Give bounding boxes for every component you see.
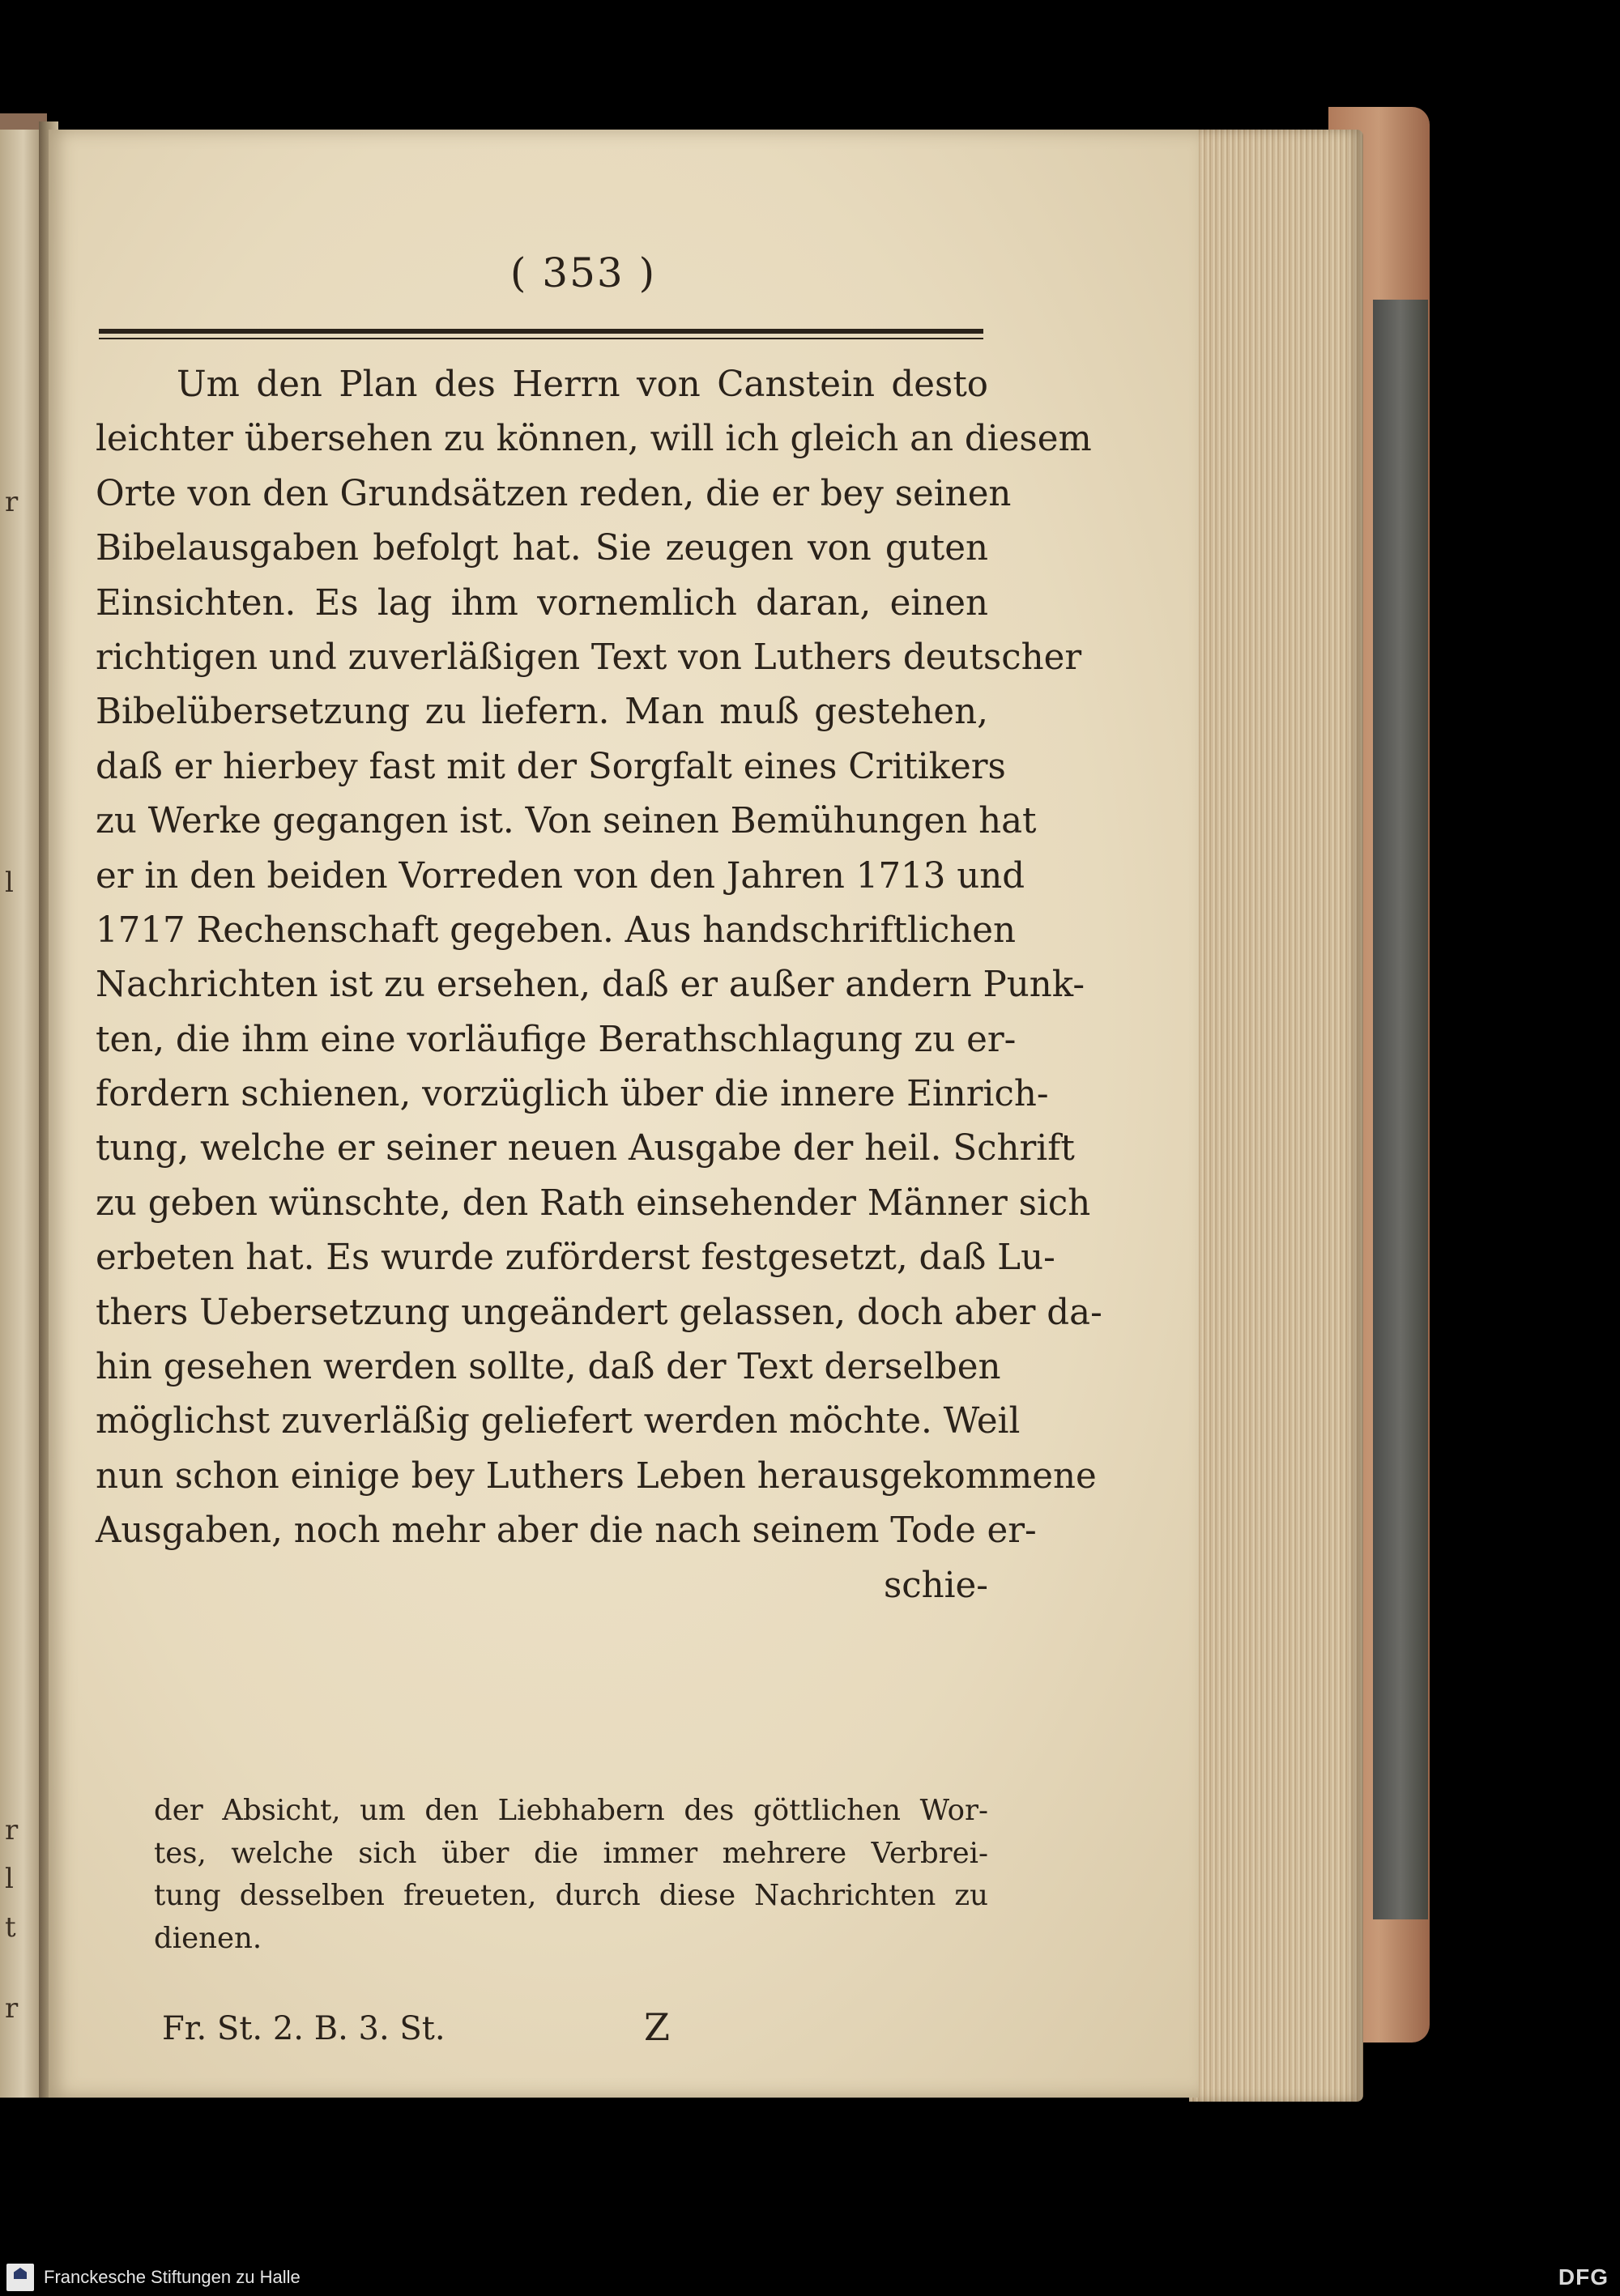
- footnote-line: dienen.: [154, 1921, 262, 1955]
- text-line: Nachrichten ist zu ersehen, daß er außer andern Punk-: [96, 965, 1085, 1006]
- left-mark: r: [5, 1814, 19, 1847]
- printer-signature: Fr. St. 2. B. 3. St.: [162, 2010, 446, 2047]
- viewer-footer: [0, 2260, 1620, 2296]
- left-mark: r: [5, 1992, 19, 2025]
- dfg-logo[interactable]: DFG: [1558, 2264, 1609, 2290]
- text-line: möglichst zuverläßig geliefert werden möchte. Weil: [96, 1401, 1021, 1442]
- left-mark: l: [5, 1863, 14, 1895]
- body-text: [96, 358, 1102, 1613]
- page-edges: [1189, 130, 1363, 2102]
- text-line: tung, welche er seiner neuen Ausgabe der heil. Schrift: [96, 1128, 1075, 1169]
- page-number-header: ( 353 ): [509, 249, 657, 296]
- text-line: zu geben wünschte, den Rath einsehender Männer sich: [96, 1182, 1091, 1224]
- text-line-hyphen-continuation: schie-: [883, 1565, 988, 1606]
- text-line: daß er hierbey fast mit der Sorgfalt eines Critikers: [96, 746, 1006, 787]
- left-page-sliver: [0, 130, 42, 2098]
- text-line: fordern schienen, vorzüglich über die innere Einrich-: [96, 1074, 1049, 1115]
- book-page: [49, 130, 1199, 2098]
- text-line: erbeten hat. Es wurde zuförderst festgesetzt, daß Lu-: [96, 1237, 1055, 1279]
- text-line: Einsichten. Es lag ihm vornemlich daran, einen: [96, 582, 988, 624]
- text-line: Bibelübersetzung zu liefern. Man muß gestehen,: [96, 692, 988, 733]
- header-rule: [99, 329, 983, 334]
- text-line: hin gesehen werden sollte, daß der Text derselben: [96, 1347, 1001, 1388]
- left-page-marginal-letters: [5, 486, 37, 2073]
- text-line: thers Uebersetzung ungeändert gelassen, doch aber da-: [96, 1292, 1102, 1333]
- back-cover-cloth: [1373, 300, 1428, 1919]
- header-rule-thin: [99, 338, 983, 339]
- text-line: zu Werke gegangen ist. Von seinen Bemühungen hat: [96, 801, 1037, 842]
- signature-mark: Z: [644, 2005, 670, 2049]
- text-line: ten, die ihm eine vorläufige Berathschlagung zu er-: [96, 1019, 1017, 1060]
- text-line: 1717 Rechenschaft gegeben. Aus handschriftlichen: [96, 909, 1016, 951]
- footnote-line: tes, welche sich über die immer mehrere Verbrei-: [154, 1836, 988, 1870]
- footnote: [154, 1790, 988, 1960]
- text-line: Bibelausgaben befolgt hat. Sie zeugen von guten: [96, 528, 988, 569]
- text-line: Ausgaben, noch mehr aber die nach seinem Tode er-: [96, 1510, 1037, 1552]
- left-mark: t: [5, 1911, 16, 1944]
- text-line: er in den beiden Vorreden von den Jahren 1713 und: [96, 855, 1025, 897]
- left-mark: r: [5, 486, 19, 518]
- text-line: Orte von den Grundsätzen reden, die er bey seinen: [96, 473, 1012, 514]
- text-line: leichter übersehen zu können, will ich gleich an diesem: [96, 419, 1092, 460]
- footnote-line: der Absicht, um den Liebhabern des göttlichen Wor-: [154, 1794, 988, 1827]
- footnote-line: tung desselben freueten, durch diese Nachrichten zu: [154, 1879, 988, 1912]
- franckesche-stiftungen-logo-icon[interactable]: [6, 2264, 34, 2291]
- text-line: richtigen und zuverläßigen Text von Luthers deutscher: [96, 637, 1082, 678]
- text-line: nun schon einige bey Luthers Leben herausgekommene: [96, 1455, 1097, 1497]
- institution-label[interactable]: Franckesche Stiftungen zu Halle: [44, 2267, 301, 2287]
- text-line: Um den Plan des Herrn von Canstein desto: [177, 364, 988, 405]
- left-mark: l: [5, 867, 14, 899]
